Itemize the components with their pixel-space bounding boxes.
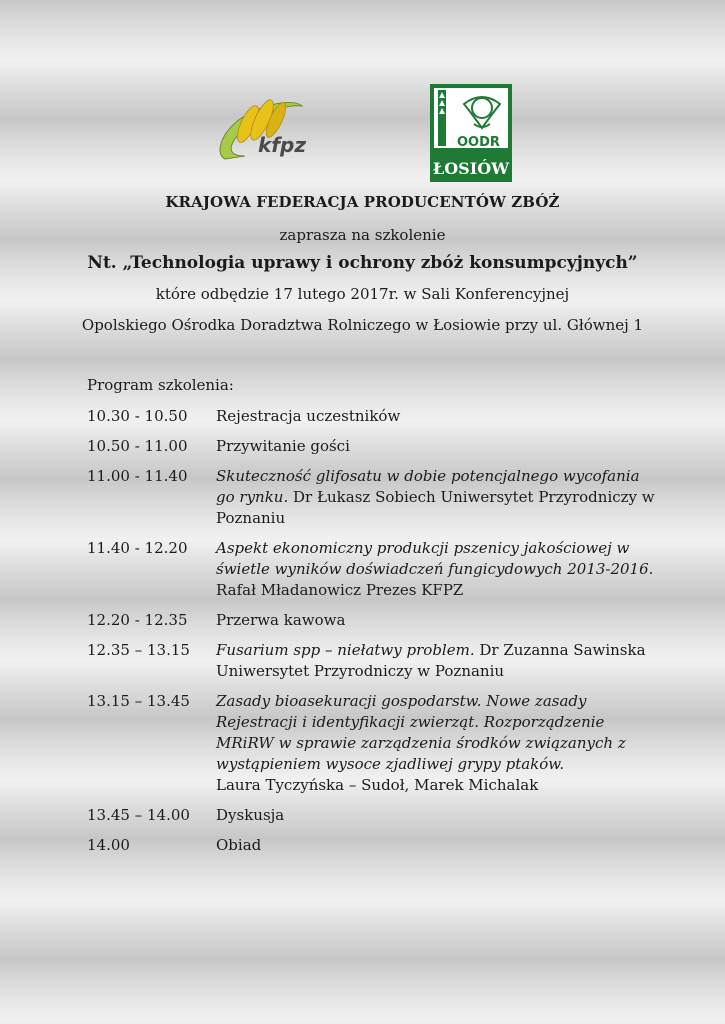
agenda-desc: Rejestracja uczestników (216, 407, 401, 425)
agenda-desc: Dyskusja (216, 806, 285, 824)
agenda-time: 12.35 – 13.15 (87, 641, 190, 659)
training-title: Nt. „Technologia uprawy i ochrony zbóż konsumpcyjnych” (87, 253, 638, 273)
agenda-list (87, 406, 657, 856)
agenda-time: 10.50 - 11.00 (87, 437, 188, 455)
program-label: Program szkolenia: (87, 376, 234, 394)
organization-name: KRAJOWA FEDERACJA PRODUCENTÓW ZBÓŻ (165, 193, 560, 211)
agenda-row (87, 805, 657, 826)
agenda-time: 11.00 - 11.40 (87, 467, 188, 485)
agenda-time: 12.20 - 12.35 (87, 611, 188, 629)
agenda-time: 13.45 – 14.00 (87, 806, 190, 824)
agenda-row (87, 610, 657, 631)
date-line: które odbędzie 17 lutego 2017r. w Sali Konferencyjnej (155, 285, 570, 303)
agenda-desc: Przywitanie gości (216, 437, 350, 455)
logo-bar (0, 84, 725, 184)
agenda-desc: Przerwa kawowa (216, 611, 346, 629)
agenda-row (87, 436, 657, 457)
agenda-row (87, 538, 657, 601)
agenda-desc: Obiad (216, 836, 262, 854)
kfpz-logo (210, 94, 310, 164)
venue-line: Opolskiego Ośrodka Doradztwa Rolniczego w Łosiowie przy ul. Głównej 1 (81, 316, 644, 334)
agenda-desc: Aspekt ekonomiczny produkcji pszenicy jakościowej w świetle wyników doświadczeń fungicydowych 2013-2016. Rafał Mładanowicz Prezes KFPZ (216, 539, 654, 599)
oodr-losiow-logo (430, 84, 512, 182)
agenda-row (87, 466, 657, 529)
agenda-desc: Zasady bioasekuracji gospodarstw. Nowe zasady Rejestracji i identyfikacji zwierząt. Rozporządzenie MRiRW w sprawie zarządzenia środków związanych z wystąpieniem wysoce zjadliwej grypy ptaków. Laura Tyczyńska – Sudoł, Marek Michalak (216, 692, 626, 794)
svg-text:OODR: OODR (457, 135, 500, 150)
agenda-desc: Skuteczność glifosatu w dobie potencjalnego wycofania go rynku. Dr Łukasz Sobiech Uniwersytet Przyrodniczy w Poznaniu (216, 467, 655, 527)
invite-text: zaprasza na szkolenie (279, 226, 446, 244)
agenda-row (87, 640, 657, 682)
svg-text:kfpz: kfpz (258, 133, 306, 157)
svg-text:ŁOSIÓW: ŁOSIÓW (432, 159, 510, 178)
agenda-time: 14.00 (87, 836, 130, 854)
agenda-time: 13.15 – 13.45 (87, 692, 190, 710)
agenda-row (87, 835, 657, 856)
agenda-row (87, 691, 657, 796)
agenda-time: 10.30 - 10.50 (87, 407, 188, 425)
agenda-time: 11.40 - 12.20 (87, 539, 188, 557)
agenda-desc: Fusarium spp – niełatwy problem. Dr Zuzanna Sawinska Uniwersytet Przyrodniczy w Poznaniu (216, 641, 646, 680)
agenda-row (87, 406, 657, 427)
